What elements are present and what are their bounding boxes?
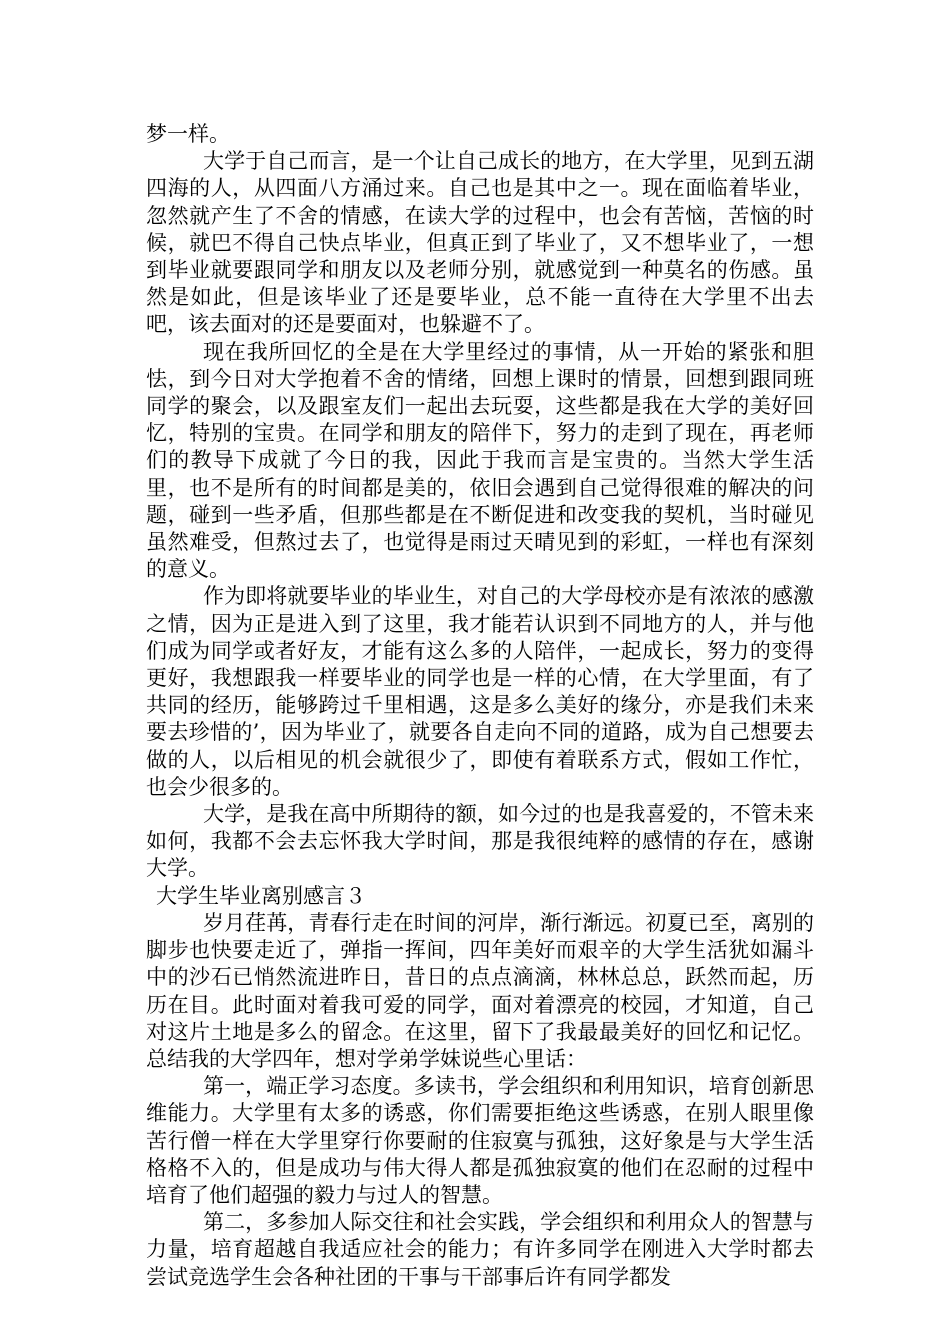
paragraph-advice-first: 第一，端正学习态度。多读书，学会组织和利用知识，培育创新思维能力。大学里有太多的诱惑，你们需要拒绝这些诱惑，在别人眼里像苦行僧一样在大学里穿行你要耐的住寂寞与孤独，这好象是与大学生活格格不入的，但是成功与伟大得人都是孤独寂寞的他们在忍耐的过程中培育了他们超强的毅力与过人的智慧。 — [146, 1074, 814, 1207]
document-body — [146, 121, 814, 1291]
paragraph-memories: 现在我所回忆的全是在大学里经过的事情，从一开始的紧张和胆怯，到今日对大学抱着不舍的情绪，回想上课时的情景，回想到跟同班同学的聚会，以及跟室友们一起出去玩耍，这些都是我在大学的美好回忆，特别的宝贵。在同学和朋友的陪伴下，努力的走到了现在，再老师们的教导下成就了今日的我，因此于我而言是宝贵的。当然大学生活里，也不是所有的时间都是美的，依旧会遇到自己觉得很难的解决的问题，碰到一些矛盾，但那些都是在不断促进和改变我的契机，当时碰见虽然难受，但熬过去了，也觉得是雨过天晴见到的彩虹，一样也有深刻的意义。 — [146, 339, 814, 582]
paragraph-gratitude: 作为即将就要毕业的毕业生，对自己的大学母校亦是有浓浓的感激之情，因为正是进入到了这里，我才能若认识到不同地方的人，并与他们成为同学或者好友，才能有这么多的人陪伴，一起成长，努力的变得更好，我想跟我一样要毕业的同学也是一样的心情，在大学里面，有了共同的经历，能够跨过千里相遇，这是多么美好的缘分，亦是我们未来要去珍惜的’，因为毕业了，就要各自走向不同的道路，成为自己想要去做的人，以后相见的机会就很少了，即使有着联系方式，假如工作忙，也会少很多的。 — [146, 584, 814, 799]
paragraph-university-growth: 大学于自己而言，是一个让自己成长的地方，在大学里，见到五湖四海的人，从四面八方涌过来。自己也是其中之一。现在面临着毕业，忽然就产生了不舍的情感，在读大学的过程中，也会有苦恼，苦恼的时候，就巴不得自己快点毕业，但真正到了毕业了，又不想毕业了，一想到毕业就要跟同学和朋友以及老师分别，就感觉到一种莫名的伤感。虽然是如此，但是该毕业了还是要毕业，总不能一直待在大学里不出去吧，该去面对的还是要面对，也躲避不了。 — [146, 149, 814, 337]
section-heading: 大学生毕业离别感言３ — [156, 883, 366, 908]
paragraph-thanks-university: 大学，是我在高中所期待的额，如今过的也是我喜爱的，不管未来如何，我都不会去忘怀我大学时间，那是我很纯粹的感情的存在，感谢大学。 — [146, 802, 814, 881]
paragraph-continuation: 梦一样。 — [146, 122, 230, 146]
paragraph-advice-second: 第二，多参加人际交往和社会实践，学会组织和利用众人的智慧与力量，培育超越自我适应社会的能力；有许多同学在刚进入大学时都去尝试竞选学生会各种社团的干事与干部事后许有同学都发 — [146, 1210, 814, 1289]
paragraph-farewell: 岁月荏苒，青春行走在时间的河岸，渐行渐远。初夏已至，离别的脚步也快要走近了，弹指一挥间，四年美好而艰辛的大学生活犹如漏斗中的沙石已悄然流进昨日，昔日的点点滴滴，林林总总，跃然而起，历历在目。此时面对着我可爱的同学，面对着漂亮的校园，才知道，自己对这片土地是多么的留念。在这里，留下了我最最美好的回忆和记忆。总结我的大学四年，想对学弟学妹说些心里话： — [146, 910, 814, 1071]
